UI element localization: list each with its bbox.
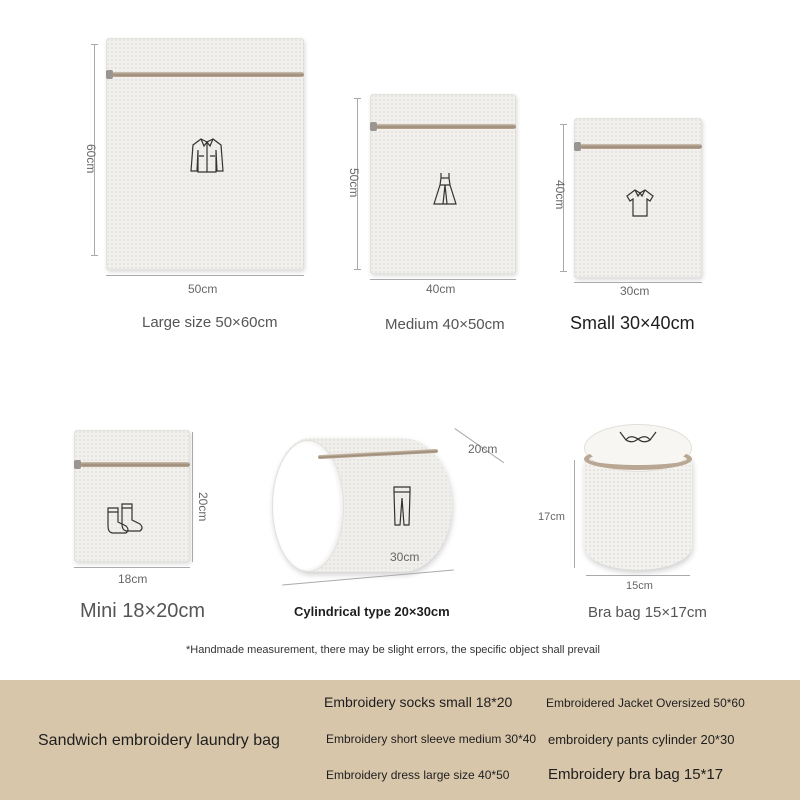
bra-icon — [618, 430, 658, 446]
short-sleeve-shirt-icon — [626, 188, 654, 218]
mini-caption: Mini 18×20cm — [80, 600, 206, 622]
mini-width-label: 18cm — [118, 572, 148, 586]
mini-height-line — [192, 432, 193, 562]
large-width-label: 50cm — [188, 282, 218, 296]
cylindrical-bag-end — [272, 440, 344, 572]
socks-icon — [104, 502, 146, 534]
footer-title: Sandwich embroidery laundry bag — [38, 732, 280, 749]
large-width-line — [106, 275, 304, 276]
bra-height-label: 17cm — [538, 511, 565, 523]
medium-height-tick-top — [354, 98, 361, 99]
small-height-tick-top — [560, 124, 567, 125]
large-laundry-bag — [106, 38, 304, 270]
bra-caption: Bra bag 15×17cm — [588, 604, 707, 621]
small-bag-zipper — [580, 144, 702, 149]
small-bag-zipper-pull — [574, 142, 581, 151]
medium-height-tick-bottom — [354, 269, 361, 270]
large-caption: Large size 50×60cm — [142, 314, 278, 331]
large-height-tick-top — [91, 44, 98, 45]
mini-laundry-bag — [74, 430, 190, 562]
dress-icon — [432, 172, 458, 206]
small-width-label: 30cm — [620, 284, 650, 298]
bra-bag-zipper — [584, 448, 692, 470]
small-height-tick-bottom — [560, 271, 567, 272]
large-height-label: 60cm — [84, 144, 98, 174]
footer-item: Embroidery bra bag 15*17 — [548, 766, 724, 783]
jacket-icon — [190, 136, 224, 174]
bra-height-line — [574, 460, 575, 568]
footer-item: Embroidery dress large size 40*50 — [326, 768, 510, 782]
medium-caption: Medium 40×50cm — [385, 316, 505, 333]
bra-width-label: 15cm — [626, 580, 653, 592]
small-height-label: 40cm — [553, 180, 567, 210]
medium-height-label: 50cm — [347, 168, 361, 198]
footer-item: Embroidered Jacket Oversized 50*60 — [546, 696, 745, 710]
mini-bag-zipper — [80, 462, 190, 467]
footer-item: embroidery pants cylinder 20*30 — [548, 732, 735, 747]
mini-height-label: 20cm — [196, 492, 210, 522]
small-caption: Small 30×40cm — [570, 313, 695, 333]
medium-width-line — [370, 279, 516, 280]
small-laundry-bag — [574, 118, 702, 278]
mini-bag-zipper-pull — [74, 460, 81, 469]
cylindrical-caption: Cylindrical type 20×30cm — [294, 604, 450, 619]
mini-width-line — [74, 567, 190, 568]
footer-item: Embroidery short sleeve medium 30*40 — [326, 732, 537, 746]
medium-width-label: 40cm — [426, 282, 456, 296]
footer-banner — [0, 680, 800, 800]
small-width-line — [574, 282, 702, 283]
footer-item: Embroidery socks small 18*20 — [324, 694, 513, 710]
large-bag-zipper-pull — [106, 70, 113, 79]
bra-width-line — [586, 575, 690, 576]
pants-icon — [392, 486, 412, 526]
measurement-note: *Handmade measurement, there may be slight errors, the specific object shall prevail — [186, 644, 600, 656]
medium-bag-zipper — [376, 124, 516, 129]
cylindrical-width-label: 30cm — [390, 550, 420, 564]
large-height-tick-bottom — [91, 255, 98, 256]
medium-laundry-bag — [370, 94, 516, 274]
medium-bag-zipper-pull — [370, 122, 377, 131]
cylindrical-diameter-label: 20cm — [468, 442, 498, 456]
large-bag-zipper — [112, 72, 304, 77]
